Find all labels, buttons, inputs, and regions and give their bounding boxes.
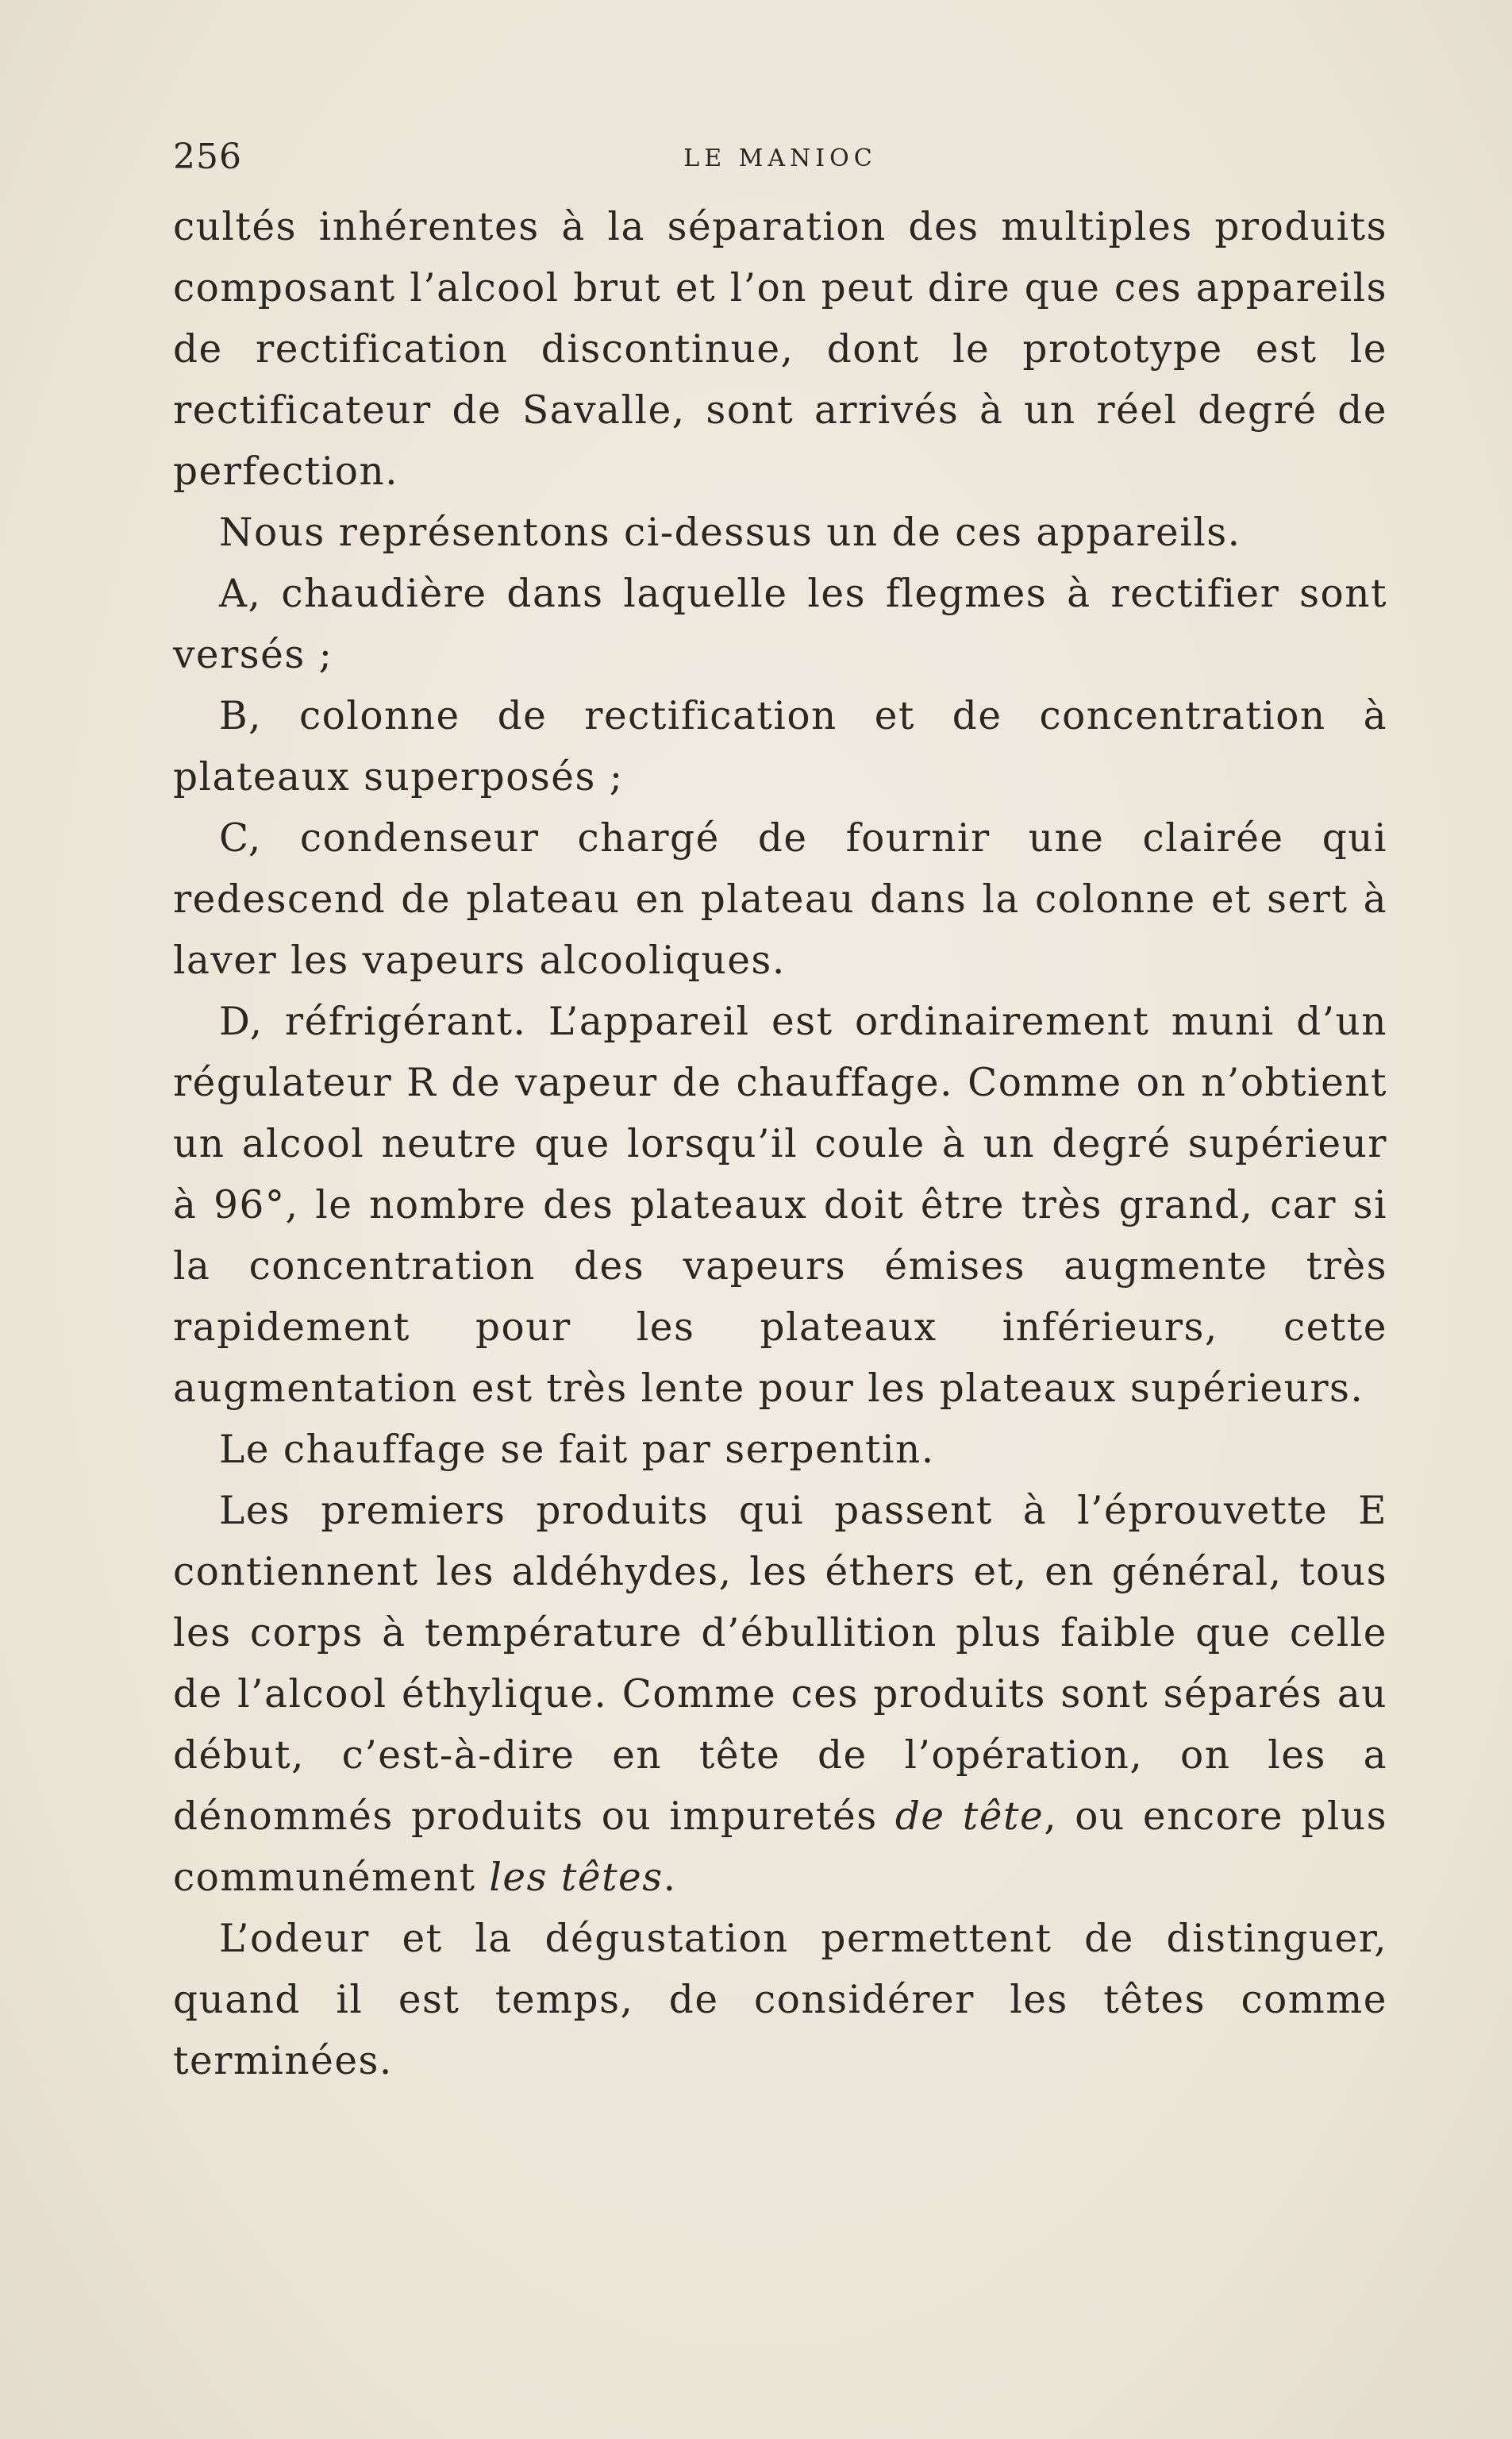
text-run: Les premiers produits qui passent à l’éprouvette E contiennent les aldéhydes, les éthers et, en général, tous les corps à température d’ébullition plus faible que celle de l’alcool éthylique. Comme ces produits sont séparés au début, c’est-à-dire en tête de l’opération, on les a dénommés produits ou impuretés [173, 1489, 1387, 1839]
text-run: . [663, 1855, 677, 1900]
paragraph-item-d: D, réfrigérant. L’appareil est ordinairement muni d’un régulateur R de vapeur de chauffage. Comme on n’obtient un alcool neutre que lorsqu’il coule à un degré supérieur à 96°, le nombre des plateaux doit être très grand, car si la concentration des vapeurs émises augmente très rapidement pour les plateaux inférieurs, cette augmentation est très lente pour les plateaux supérieurs. [173, 1000, 1387, 1411]
paragraph: Le chauffage se fait par serpentin. [219, 1428, 935, 1472]
paragraph: L’odeur et la dégustation permettent de distinguer, quand il est temps, de considérer les têtes comme terminées. [173, 1917, 1387, 2083]
paragraph-item-c: C, condenseur chargé de fournir une clairée qui redescend de plateau en plateau dans la colonne et sert à laver les vapeurs alcooliques. [173, 816, 1387, 983]
paragraph: Nous représentons ci-dessus un de ces appareils. [219, 511, 1241, 555]
italic-term: les têtes [489, 1855, 664, 1900]
body-text [173, 197, 1387, 2092]
page-header [173, 133, 1387, 181]
paragraph-with-italics [173, 1481, 1387, 1909]
paragraph-continuation: cultés inhérentes à la séparation des multiples produits composant l’alcool brut et l’on peut dire que ces appareils de rectification discontinue, dont le prototype est le rectificateur de Savalle, sont arrivés à un réel degré de perfection. [173, 205, 1387, 494]
paragraph-item-a: A, chaudière dans laquelle les flegmes à rectifier sont versés ; [173, 572, 1387, 677]
italic-term: de tête [895, 1794, 1045, 1839]
page-number: 256 [173, 137, 242, 177]
text-run: , ou encore plus communément [173, 1794, 1387, 1900]
paragraph-item-b: B, colonne de rectification et de concentration à plateaux superposés ; [173, 694, 1387, 800]
running-title: LE MANIOC [683, 144, 877, 172]
